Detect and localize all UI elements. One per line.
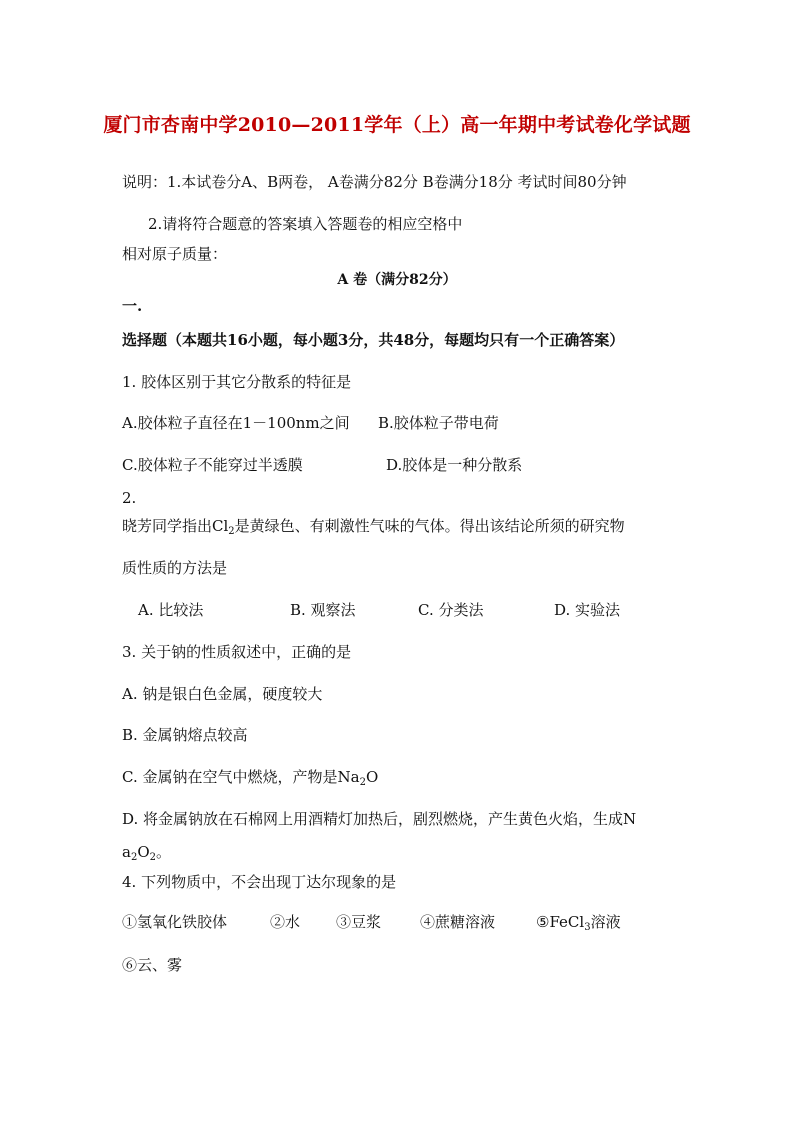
q2-option-d: D. 实验法 [554,601,621,619]
q2-number: 2. [122,489,137,507]
q2-stem-line-2: 质性质的方法是 [122,559,228,577]
q1-stem: 1. 胶体区别于其它分散系的特征是 [122,373,352,391]
q2-option-a: A. 比较法 [138,601,204,619]
q4-option-2: ②水 [270,913,301,931]
q2-stem: 晓芳同学指出$Cl_2$是黄绿色、有刺激性气味的气体。得出该结论所须的研究物 [122,517,625,537]
q4-option-6: ⑥云、雾 [122,956,183,974]
q4-option-4: ④蔗糖溶液 [420,913,496,931]
section-a-heading: A 卷（满分82分） [337,272,457,288]
q1-option-b: B.胶体粒子带电荷 [378,414,499,432]
q1-option-c: C.胶体粒子不能穿过半透膜 [122,456,303,474]
q3-stem: 3. 关于钠的性质叙述中，正确的是 [122,643,352,661]
part-title: 选择题（本题共16小题，每小题3分，共48分，每题均只有一个正确答案） [122,331,625,349]
q4-option-1: ①氢氧化铁胶体 [122,913,228,931]
exam-title: 厦门市杏南中学2010—2011学年（上）高一年期中考试卷化学试题 [103,114,691,136]
instruction-line-2: 2.请将符合题意的答案填入答题卷的相应空格中 [148,215,463,233]
q3-option-b: B. 金属钠熔点较高 [122,726,248,744]
q2-option-b: B. 观察法 [290,601,356,619]
q4-option-3: ③豆浆 [336,913,382,931]
q3-option-a: A. 钠是银白色金属，硬度较大 [122,685,323,703]
q3-option-d-continued: $a_2O_2$。 [122,843,172,863]
q4-stem: 4. 下列物质中，不会出现丁达尔现象的是 [122,873,397,891]
part-number: 一. [122,297,143,315]
instruction-line-1: 说明：1.本试卷分A、B两卷， A卷满分82分 B卷满分18分 考试时间80分钟 [122,173,627,191]
q3-option-d: D. 将金属钠放在石棉网上用酒精灯加热后，剧烈燃烧，产生黄色火焰，生成N [122,810,637,828]
q4-option-5: ⑤FeCl$_3$溶液 [536,913,621,933]
q3-option-c: C. 金属钠在空气中燃烧，产物是$Na_2O$ [122,768,379,788]
q2-option-c: C. 分类法 [418,601,484,619]
q1-option-a: A.胶体粒子直径在1－100nm之间 [122,414,350,432]
q1-option-d: D.胶体是一种分散系 [386,456,523,474]
atomic-mass-label: 相对原子质量： [122,245,228,263]
